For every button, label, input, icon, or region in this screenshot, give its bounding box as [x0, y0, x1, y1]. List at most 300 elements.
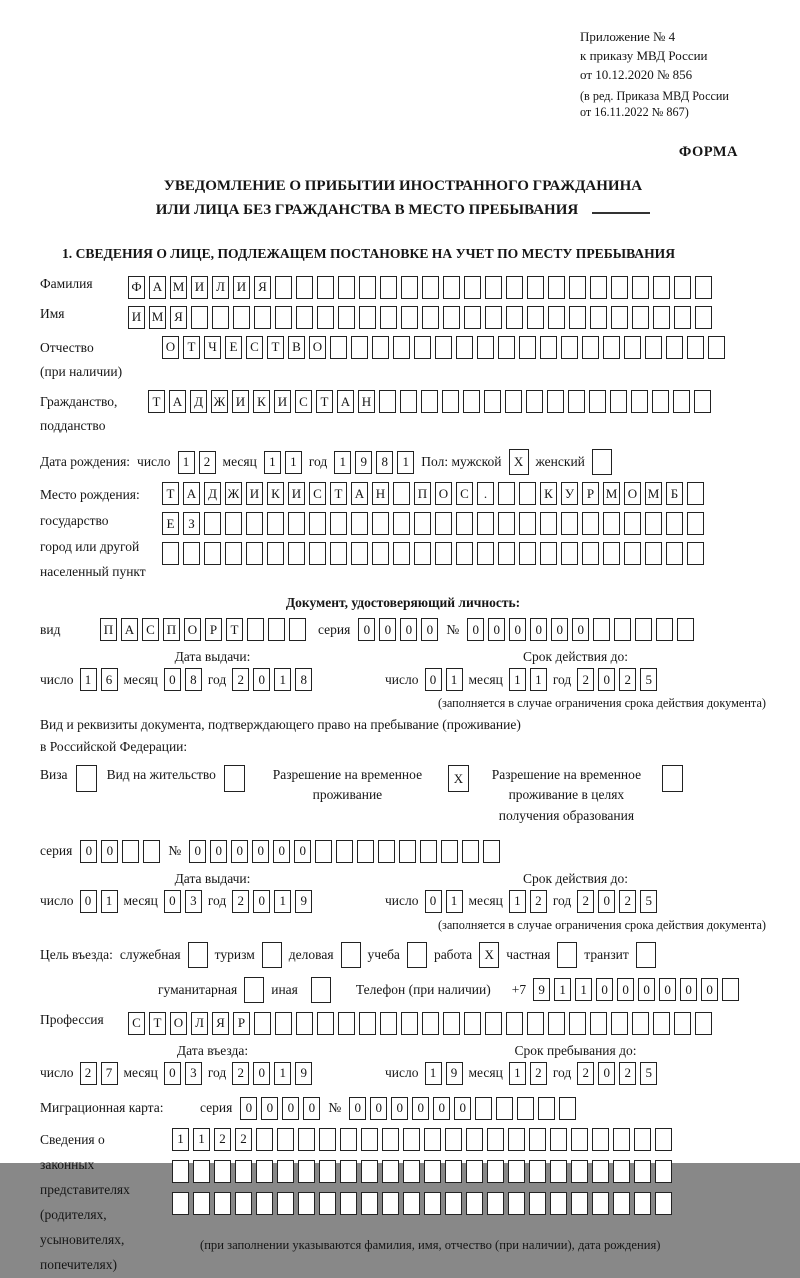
char-cell[interactable]: 3	[185, 890, 202, 913]
char-cell[interactable]: 2	[232, 1062, 249, 1085]
char-cell[interactable]	[673, 390, 690, 413]
residence-expiry-year[interactable]	[577, 890, 657, 913]
char-cell[interactable]: 0	[680, 978, 697, 1001]
char-cell[interactable]: А	[351, 482, 368, 505]
representatives-row2-cells[interactable]	[172, 1160, 672, 1183]
residence-series-cells[interactable]	[80, 840, 160, 863]
char-cell[interactable]	[694, 390, 711, 413]
char-cell[interactable]	[645, 512, 662, 535]
char-cell[interactable]	[477, 336, 494, 359]
char-cell[interactable]: К	[540, 482, 557, 505]
char-cell[interactable]: 0	[101, 840, 118, 863]
char-cell[interactable]	[687, 542, 704, 565]
char-cell[interactable]	[443, 1012, 460, 1035]
sex-male-checkbox[interactable]	[509, 449, 529, 475]
char-cell[interactable]	[193, 1160, 210, 1183]
entry-month[interactable]	[164, 1062, 202, 1085]
char-cell[interactable]: Д	[190, 390, 207, 413]
char-cell[interactable]	[561, 542, 578, 565]
char-cell[interactable]	[632, 306, 649, 329]
char-cell[interactable]	[631, 390, 648, 413]
char-cell[interactable]	[191, 306, 208, 329]
char-cell[interactable]	[695, 1012, 712, 1035]
char-cell[interactable]: 0	[425, 668, 442, 691]
char-cell[interactable]	[519, 336, 536, 359]
char-cell[interactable]	[666, 512, 683, 535]
char-cell[interactable]: О	[162, 336, 179, 359]
char-cell[interactable]: 1	[178, 451, 195, 474]
char-cell[interactable]	[336, 840, 353, 863]
identity-issue-day[interactable]	[80, 668, 118, 691]
char-cell[interactable]	[172, 1192, 189, 1215]
char-cell[interactable]: Е	[162, 512, 179, 535]
char-cell[interactable]: 0	[400, 618, 417, 641]
char-cell[interactable]: Ф	[128, 276, 145, 299]
char-cell[interactable]	[275, 1012, 292, 1035]
char-cell[interactable]	[656, 618, 673, 641]
char-cell[interactable]	[485, 276, 502, 299]
char-cell[interactable]	[592, 1160, 609, 1183]
char-cell[interactable]	[445, 1192, 462, 1215]
char-cell[interactable]: О	[435, 482, 452, 505]
char-cell[interactable]	[655, 1192, 672, 1215]
char-cell[interactable]	[309, 542, 326, 565]
char-cell[interactable]	[603, 336, 620, 359]
char-cell[interactable]	[611, 1012, 628, 1035]
char-cell[interactable]	[204, 542, 221, 565]
stay-year[interactable]	[577, 1062, 657, 1085]
char-cell[interactable]: 1	[274, 890, 291, 913]
char-cell[interactable]	[526, 390, 543, 413]
char-cell[interactable]: 0	[164, 890, 181, 913]
char-cell[interactable]	[401, 276, 418, 299]
char-cell[interactable]	[424, 1192, 441, 1215]
char-cell[interactable]	[498, 336, 515, 359]
char-cell[interactable]	[372, 542, 389, 565]
char-cell[interactable]: .	[477, 482, 494, 505]
char-cell[interactable]	[443, 276, 460, 299]
char-cell[interactable]: 1	[397, 451, 414, 474]
birth-year-cells[interactable]	[334, 451, 414, 474]
char-cell[interactable]	[519, 542, 536, 565]
char-cell[interactable]	[662, 765, 683, 792]
char-cell[interactable]: И	[233, 276, 250, 299]
char-cell[interactable]	[424, 1160, 441, 1183]
char-cell[interactable]: 0	[454, 1097, 471, 1120]
birthplace-row1-cells[interactable]	[162, 482, 704, 505]
char-cell[interactable]	[548, 306, 565, 329]
char-cell[interactable]: 0	[370, 1097, 387, 1120]
char-cell[interactable]: Р	[205, 618, 222, 641]
profession-cells[interactable]	[128, 1012, 712, 1035]
char-cell[interactable]: У	[561, 482, 578, 505]
char-cell[interactable]: 0	[598, 890, 615, 913]
char-cell[interactable]	[569, 276, 586, 299]
char-cell[interactable]	[76, 765, 97, 792]
char-cell[interactable]	[382, 1128, 399, 1151]
char-cell[interactable]: 0	[617, 978, 634, 1001]
char-cell[interactable]: 2	[619, 1062, 636, 1085]
char-cell[interactable]: 0	[659, 978, 676, 1001]
char-cell[interactable]	[603, 542, 620, 565]
char-cell[interactable]	[456, 512, 473, 535]
char-cell[interactable]	[674, 306, 691, 329]
char-cell[interactable]: 2	[235, 1128, 252, 1151]
char-cell[interactable]	[351, 512, 368, 535]
char-cell[interactable]	[496, 1097, 513, 1120]
purpose-humanitarian-checkbox[interactable]	[244, 977, 264, 1003]
char-cell[interactable]: А	[337, 390, 354, 413]
char-cell[interactable]	[645, 336, 662, 359]
char-cell[interactable]: 2	[577, 890, 594, 913]
char-cell[interactable]: 0	[253, 668, 270, 691]
char-cell[interactable]	[298, 1192, 315, 1215]
char-cell[interactable]	[162, 542, 179, 565]
char-cell[interactable]: 0	[253, 890, 270, 913]
char-cell[interactable]: 1	[509, 1062, 526, 1085]
char-cell[interactable]	[317, 306, 334, 329]
char-cell[interactable]: 0	[433, 1097, 450, 1120]
purpose-study-checkbox[interactable]	[407, 942, 427, 968]
char-cell[interactable]: X	[479, 942, 499, 968]
char-cell[interactable]	[256, 1128, 273, 1151]
char-cell[interactable]	[568, 390, 585, 413]
char-cell[interactable]	[550, 1192, 567, 1215]
stay-day[interactable]	[425, 1062, 463, 1085]
char-cell[interactable]: М	[149, 306, 166, 329]
char-cell[interactable]	[268, 618, 285, 641]
char-cell[interactable]	[382, 1192, 399, 1215]
char-cell[interactable]	[401, 1012, 418, 1035]
char-cell[interactable]	[183, 542, 200, 565]
char-cell[interactable]	[653, 306, 670, 329]
char-cell[interactable]: О	[184, 618, 201, 641]
char-cell[interactable]	[379, 390, 396, 413]
char-cell[interactable]	[632, 276, 649, 299]
char-cell[interactable]: 9	[355, 451, 372, 474]
char-cell[interactable]	[380, 306, 397, 329]
char-cell[interactable]: 1	[446, 668, 463, 691]
char-cell[interactable]	[540, 512, 557, 535]
residence-issue-year[interactable]	[232, 890, 312, 913]
char-cell[interactable]: 1	[575, 978, 592, 1001]
char-cell[interactable]	[653, 1012, 670, 1035]
purpose-private-checkbox[interactable]	[557, 942, 577, 968]
char-cell[interactable]	[372, 336, 389, 359]
char-cell[interactable]: 1	[446, 890, 463, 913]
char-cell[interactable]: 0	[231, 840, 248, 863]
char-cell[interactable]	[593, 618, 610, 641]
residence-number-cells[interactable]	[189, 840, 500, 863]
char-cell[interactable]: О	[624, 482, 641, 505]
char-cell[interactable]: 1	[274, 1062, 291, 1085]
char-cell[interactable]: 0	[349, 1097, 366, 1120]
char-cell[interactable]	[463, 390, 480, 413]
char-cell[interactable]	[256, 1160, 273, 1183]
char-cell[interactable]	[624, 336, 641, 359]
identity-expiry-year[interactable]	[577, 668, 657, 691]
char-cell[interactable]: 6	[101, 668, 118, 691]
char-cell[interactable]: 1	[101, 890, 118, 913]
char-cell[interactable]: 0	[572, 618, 589, 641]
char-cell[interactable]	[361, 1160, 378, 1183]
char-cell[interactable]: Ж	[225, 482, 242, 505]
char-cell[interactable]	[547, 390, 564, 413]
char-cell[interactable]: Т	[330, 482, 347, 505]
sex-female-checkbox[interactable]	[592, 449, 612, 475]
char-cell[interactable]	[275, 276, 292, 299]
char-cell[interactable]	[505, 390, 522, 413]
char-cell[interactable]: О	[170, 1012, 187, 1035]
char-cell[interactable]	[421, 390, 438, 413]
char-cell[interactable]	[288, 512, 305, 535]
char-cell[interactable]	[571, 1160, 588, 1183]
char-cell[interactable]	[247, 618, 264, 641]
char-cell[interactable]	[548, 276, 565, 299]
char-cell[interactable]: X	[509, 449, 529, 475]
char-cell[interactable]	[592, 1192, 609, 1215]
char-cell[interactable]	[466, 1160, 483, 1183]
char-cell[interactable]	[393, 336, 410, 359]
char-cell[interactable]: С	[128, 1012, 145, 1035]
char-cell[interactable]	[483, 840, 500, 863]
char-cell[interactable]	[652, 390, 669, 413]
char-cell[interactable]	[508, 1128, 525, 1151]
char-cell[interactable]	[613, 1128, 630, 1151]
char-cell[interactable]	[214, 1192, 231, 1215]
char-cell[interactable]	[540, 336, 557, 359]
char-cell[interactable]	[464, 276, 481, 299]
char-cell[interactable]	[561, 512, 578, 535]
char-cell[interactable]: 0	[253, 1062, 270, 1085]
char-cell[interactable]	[267, 512, 284, 535]
char-cell[interactable]	[277, 1192, 294, 1215]
char-cell[interactable]: Н	[372, 482, 389, 505]
char-cell[interactable]: А	[149, 276, 166, 299]
char-cell[interactable]	[340, 1128, 357, 1151]
char-cell[interactable]: 0	[391, 1097, 408, 1120]
char-cell[interactable]	[246, 512, 263, 535]
char-cell[interactable]: 9	[446, 1062, 463, 1085]
char-cell[interactable]: 2	[232, 668, 249, 691]
char-cell[interactable]	[393, 542, 410, 565]
char-cell[interactable]	[464, 306, 481, 329]
char-cell[interactable]: 0	[509, 618, 526, 641]
char-cell[interactable]: Д	[204, 482, 221, 505]
char-cell[interactable]	[359, 276, 376, 299]
char-cell[interactable]	[435, 512, 452, 535]
char-cell[interactable]: 5	[640, 668, 657, 691]
char-cell[interactable]: И	[288, 482, 305, 505]
char-cell[interactable]: 0	[425, 890, 442, 913]
char-cell[interactable]: 0	[303, 1097, 320, 1120]
char-cell[interactable]: 0	[596, 978, 613, 1001]
char-cell[interactable]	[529, 1192, 546, 1215]
char-cell[interactable]	[610, 390, 627, 413]
char-cell[interactable]	[603, 512, 620, 535]
char-cell[interactable]	[569, 306, 586, 329]
char-cell[interactable]	[540, 542, 557, 565]
char-cell[interactable]	[635, 618, 652, 641]
char-cell[interactable]: В	[288, 336, 305, 359]
char-cell[interactable]	[401, 306, 418, 329]
char-cell[interactable]	[666, 542, 683, 565]
char-cell[interactable]: 2	[214, 1128, 231, 1151]
char-cell[interactable]	[561, 336, 578, 359]
char-cell[interactable]	[614, 618, 631, 641]
visa-checkbox[interactable]	[76, 765, 97, 792]
char-cell[interactable]	[361, 1192, 378, 1215]
char-cell[interactable]	[527, 276, 544, 299]
char-cell[interactable]	[225, 542, 242, 565]
char-cell[interactable]	[256, 1192, 273, 1215]
char-cell[interactable]	[403, 1160, 420, 1183]
char-cell[interactable]: 1	[425, 1062, 442, 1085]
char-cell[interactable]	[529, 1128, 546, 1151]
char-cell[interactable]	[477, 542, 494, 565]
char-cell[interactable]	[224, 765, 245, 792]
char-cell[interactable]	[262, 942, 282, 968]
char-cell[interactable]	[341, 942, 361, 968]
char-cell[interactable]: 0	[240, 1097, 257, 1120]
char-cell[interactable]	[403, 1192, 420, 1215]
char-cell[interactable]	[674, 1012, 691, 1035]
char-cell[interactable]	[655, 1160, 672, 1183]
char-cell[interactable]	[277, 1128, 294, 1151]
char-cell[interactable]: К	[267, 482, 284, 505]
char-cell[interactable]: М	[170, 276, 187, 299]
char-cell[interactable]: 9	[533, 978, 550, 1001]
char-cell[interactable]	[400, 390, 417, 413]
representatives-row3-cells[interactable]	[172, 1192, 672, 1215]
char-cell[interactable]: О	[309, 336, 326, 359]
char-cell[interactable]: С	[295, 390, 312, 413]
surname-cells[interactable]	[128, 276, 712, 299]
char-cell[interactable]: 0	[282, 1097, 299, 1120]
char-cell[interactable]: Я	[170, 306, 187, 329]
char-cell[interactable]: 0	[598, 1062, 615, 1085]
char-cell[interactable]	[624, 542, 641, 565]
char-cell[interactable]	[634, 1128, 651, 1151]
birth-day-cells[interactable]	[178, 451, 216, 474]
char-cell[interactable]	[487, 1192, 504, 1215]
char-cell[interactable]	[589, 390, 606, 413]
char-cell[interactable]	[382, 1160, 399, 1183]
char-cell[interactable]	[275, 306, 292, 329]
char-cell[interactable]: 9	[295, 890, 312, 913]
doc-series-cells[interactable]	[358, 618, 438, 641]
purpose-tourism-checkbox[interactable]	[262, 942, 282, 968]
identity-issue-year[interactable]	[232, 668, 312, 691]
birthplace-row2-cells[interactable]	[162, 512, 704, 535]
char-cell[interactable]	[538, 1097, 555, 1120]
char-cell[interactable]	[571, 1128, 588, 1151]
identity-issue-month[interactable]	[164, 668, 202, 691]
char-cell[interactable]	[674, 276, 691, 299]
char-cell[interactable]	[319, 1160, 336, 1183]
char-cell[interactable]	[393, 482, 410, 505]
char-cell[interactable]: П	[414, 482, 431, 505]
char-cell[interactable]: 0	[358, 618, 375, 641]
char-cell[interactable]	[498, 542, 515, 565]
entry-year[interactable]	[232, 1062, 312, 1085]
char-cell[interactable]	[315, 840, 332, 863]
char-cell[interactable]: Т	[267, 336, 284, 359]
char-cell[interactable]: Ч	[204, 336, 221, 359]
char-cell[interactable]: 0	[598, 668, 615, 691]
char-cell[interactable]: 2	[577, 668, 594, 691]
char-cell[interactable]	[442, 390, 459, 413]
identity-expiry-month[interactable]	[509, 668, 547, 691]
char-cell[interactable]	[695, 276, 712, 299]
migration-number-cells[interactable]	[349, 1097, 576, 1120]
char-cell[interactable]: С	[456, 482, 473, 505]
char-cell[interactable]: 0	[252, 840, 269, 863]
char-cell[interactable]: 1	[285, 451, 302, 474]
char-cell[interactable]	[193, 1192, 210, 1215]
char-cell[interactable]	[319, 1192, 336, 1215]
char-cell[interactable]: И	[191, 276, 208, 299]
char-cell[interactable]	[632, 1012, 649, 1035]
char-cell[interactable]: 2	[232, 890, 249, 913]
char-cell[interactable]	[529, 1160, 546, 1183]
char-cell[interactable]	[172, 1160, 189, 1183]
char-cell[interactable]	[317, 276, 334, 299]
char-cell[interactable]	[519, 512, 536, 535]
char-cell[interactable]	[590, 276, 607, 299]
char-cell[interactable]	[666, 336, 683, 359]
char-cell[interactable]	[498, 512, 515, 535]
char-cell[interactable]	[487, 1160, 504, 1183]
char-cell[interactable]: 0	[261, 1097, 278, 1120]
phone-cells[interactable]	[533, 978, 739, 1001]
char-cell[interactable]: 0	[530, 618, 547, 641]
char-cell[interactable]: 0	[701, 978, 718, 1001]
char-cell[interactable]	[592, 1128, 609, 1151]
char-cell[interactable]	[613, 1160, 630, 1183]
char-cell[interactable]: И	[274, 390, 291, 413]
char-cell[interactable]: 0	[210, 840, 227, 863]
char-cell[interactable]: 2	[199, 451, 216, 474]
char-cell[interactable]: 1	[334, 451, 351, 474]
char-cell[interactable]: 1	[554, 978, 571, 1001]
char-cell[interactable]	[462, 840, 479, 863]
char-cell[interactable]	[613, 1192, 630, 1215]
temp-permit-checkbox[interactable]	[448, 765, 469, 792]
char-cell[interactable]: А	[121, 618, 138, 641]
char-cell[interactable]	[611, 276, 628, 299]
char-cell[interactable]	[655, 1128, 672, 1151]
representatives-row1-cells[interactable]	[172, 1128, 672, 1151]
char-cell[interactable]	[590, 1012, 607, 1035]
char-cell[interactable]: Ж	[211, 390, 228, 413]
char-cell[interactable]	[380, 1012, 397, 1035]
char-cell[interactable]: П	[100, 618, 117, 641]
char-cell[interactable]	[722, 978, 739, 1001]
char-cell[interactable]	[143, 840, 160, 863]
char-cell[interactable]	[288, 542, 305, 565]
char-cell[interactable]	[311, 977, 331, 1003]
char-cell[interactable]	[267, 542, 284, 565]
char-cell[interactable]	[590, 306, 607, 329]
char-cell[interactable]: Е	[225, 336, 242, 359]
char-cell[interactable]	[188, 942, 208, 968]
char-cell[interactable]: 1	[80, 668, 97, 691]
char-cell[interactable]	[361, 1128, 378, 1151]
char-cell[interactable]: 0	[164, 668, 181, 691]
char-cell[interactable]	[422, 1012, 439, 1035]
char-cell[interactable]: 1	[530, 668, 547, 691]
